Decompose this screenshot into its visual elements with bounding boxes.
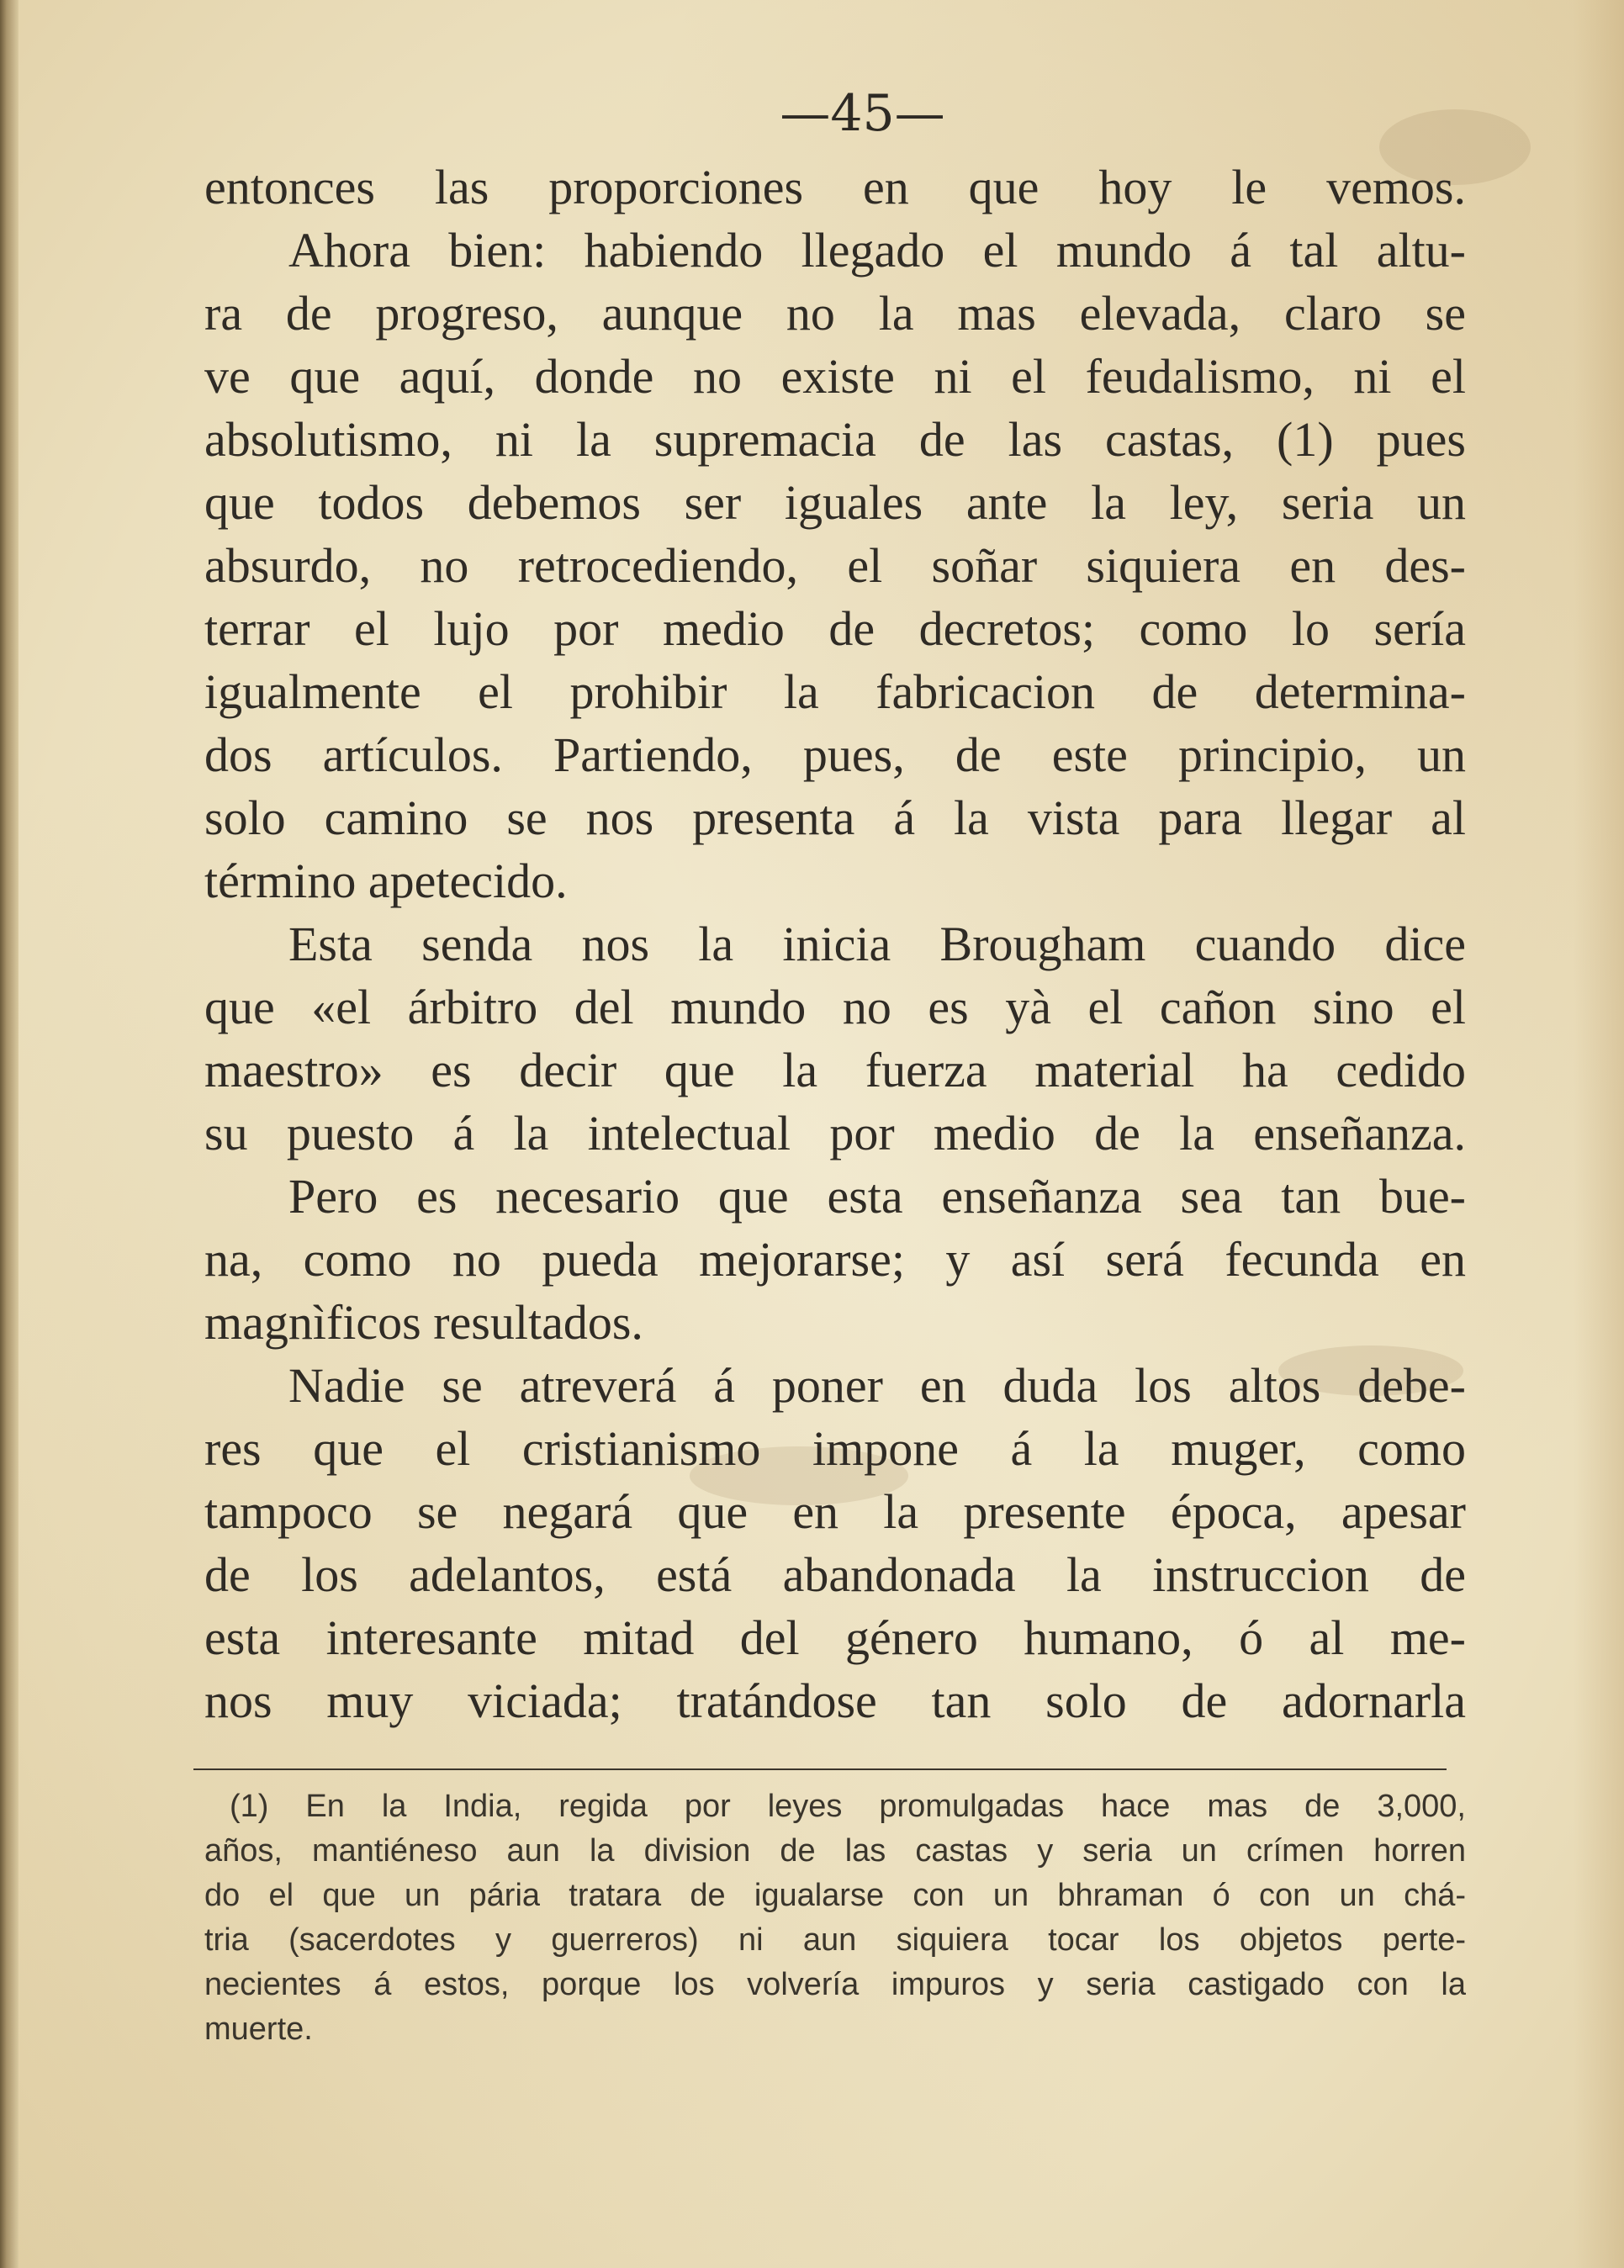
text-line: maestro» es decir que la fuerza material ha cedido <box>204 1043 1466 1097</box>
page-edge-shadow <box>1574 0 1624 2268</box>
text-line: Nadie se atreverá á poner en duda los altos debe- <box>288 1358 1466 1413</box>
text-line: su puesto á la intelectual por medio de la enseñanza. <box>204 1106 1466 1160</box>
footnote-line: años, mantiéneso aun la division de las castas y seria un crímen horren <box>204 1833 1466 1869</box>
text-line: Pero es necesario que esta enseñanza sea tan bue- <box>288 1169 1466 1224</box>
text-line: absurdo, no retrocediendo, el soñar siquiera en des- <box>204 538 1466 593</box>
main-text <box>204 156 1466 1732</box>
text-line: absolutismo, ni la supremacia de las castas, (1) pues <box>204 412 1466 467</box>
text-line: dos artículos. Partiendo, pues, de este principio, un <box>204 727 1466 782</box>
text-line: Esta senda nos la inicia Brougham cuando dice <box>288 917 1466 971</box>
footnote-line: (1) En la India, regida por leyes promulgadas hace mas de 3,000, <box>230 1789 1466 1824</box>
binding-edge <box>0 0 19 2268</box>
text-line: ve que aquí, donde no existe ni el feudalismo, ni el <box>204 349 1466 404</box>
text-line: término apetecido. <box>204 854 568 908</box>
text-line: nos muy viciada; tratándose tan solo de adornarla <box>204 1673 1466 1728</box>
text-line: na, como no pueda mejorarse; y así será fecunda en <box>204 1232 1466 1287</box>
text-line: ra de progreso, aunque no la mas elevada, claro se <box>204 286 1466 341</box>
page-number: —45— <box>780 84 945 143</box>
text-line: entonces las proporciones en que hoy le vemos. <box>204 160 1466 214</box>
footnote-line: muerte. <box>204 2012 313 2047</box>
text-line: res que el cristianismo impone á la muger, como <box>204 1421 1466 1476</box>
text-line: esta interesante mitad del género humano, ó al me- <box>204 1610 1466 1665</box>
footnote-divider <box>193 1768 1447 1770</box>
text-line: que «el árbitro del mundo no es yà el cañon sino el <box>204 980 1466 1034</box>
footnote <box>204 1784 1466 2052</box>
text-line: de los adelantos, está abandonada la instruccion de <box>204 1547 1466 1602</box>
text-line: solo camino se nos presenta á la vista para llegar al <box>204 790 1466 845</box>
text-line: magnìficos resultados. <box>204 1295 643 1350</box>
text-line: tampoco se negará que en la presente época, apesar <box>204 1484 1466 1539</box>
footnote-line: necientes á estos, porque los volvería impuros y seria castigado con la <box>204 1967 1466 2002</box>
text-line: Ahora bien: habiendo llegado el mundo á tal altu- <box>288 223 1466 278</box>
text-line: terrar el lujo por medio de decretos; como lo sería <box>204 601 1466 656</box>
text-line: igualmente el prohibir la fabricacion de determina- <box>204 664 1466 719</box>
footnote-line: do el que un pária tratara de igualarse con un bhraman ó con un chá- <box>204 1878 1466 1913</box>
footnote-line: tria (sacerdotes y guerreros) ni aun siquiera tocar los objetos perte- <box>204 1922 1466 1958</box>
text-line: que todos debemos ser iguales ante la ley, seria un <box>204 475 1466 530</box>
